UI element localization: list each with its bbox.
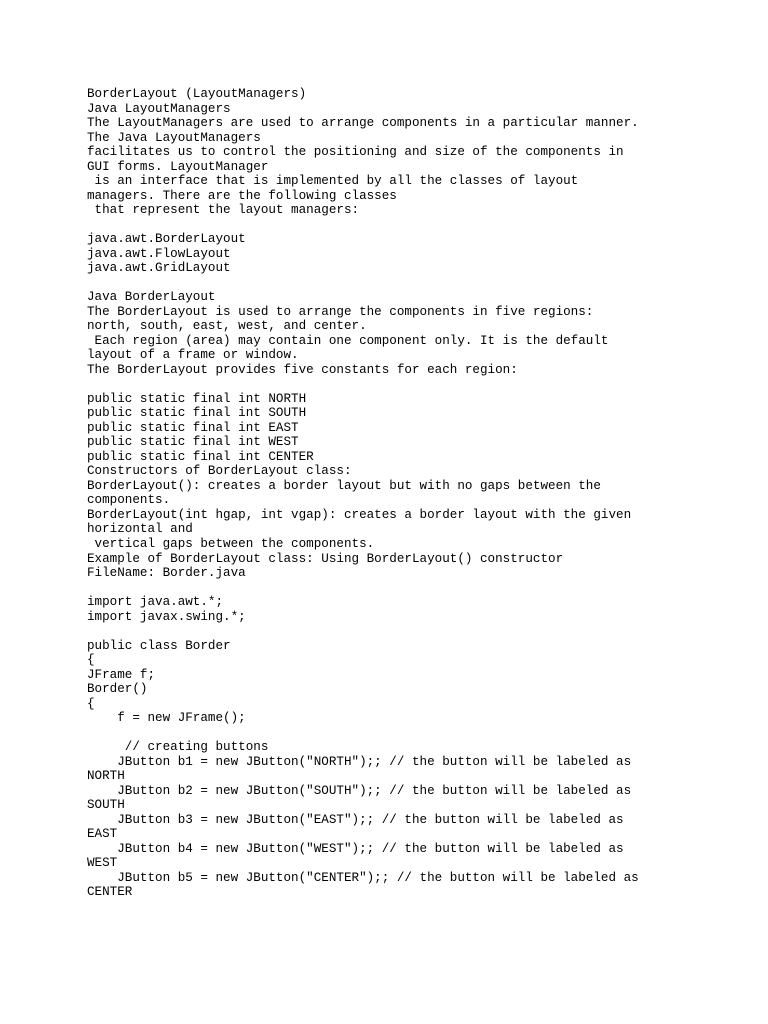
document-line: java.awt.FlowLayout [87,246,231,261]
document-line: WEST [87,856,118,871]
document-line [87,624,727,639]
document-line: import java.awt.*; [87,595,224,610]
document-line: import javax.swing.*; [87,609,246,624]
document-line: that represent the layout managers: [87,203,360,218]
document-line: vertical gaps between the components. [87,536,375,551]
document-line: EAST [87,827,118,842]
document-line [87,377,727,392]
document-line: public static final int CENTER [87,449,314,464]
document-line: java.awt.GridLayout [87,261,231,276]
document-line: Each region (area) may contain one component only. It is the default [87,333,609,348]
document-line: The LayoutManagers are used to arrange components in a particular manner. [87,116,639,131]
document-line: components. [87,493,171,508]
document-line [87,218,727,233]
document-line: BorderLayout(): creates a border layout but with no gaps between the [87,478,601,493]
document-line: { [87,696,95,711]
document-line: The BorderLayout is used to arrange the components in five regions: [87,304,594,319]
document-line: Constructors of BorderLayout class: [87,464,352,479]
document-line: CENTER [87,885,133,900]
document-line [87,581,727,596]
document-line: JButton b5 = new JButton("CENTER");; // the button will be labeled as [87,870,639,885]
document-line: public class Border [87,638,231,653]
document-line: Java BorderLayout [87,290,216,305]
document-line: public static final int EAST [87,420,299,435]
document-line: layout of a frame or window. [87,348,299,363]
document-line: Border() [87,682,148,697]
document-line: BorderLayout(int hgap, int vgap): creates a border layout with the given [87,507,632,522]
document-line: SOUTH [87,798,125,813]
document-line: BorderLayout (LayoutManagers) [87,87,307,101]
document-line: Java LayoutManagers [87,101,231,116]
document-line: { [87,653,95,668]
document-line: public static final int WEST [87,435,299,450]
document-line [87,726,727,741]
document-line: f = new JFrame(); [87,711,246,726]
document-line: Example of BorderLayout class: Using BorderLayout() constructor [87,551,564,566]
document-line: public static final int SOUTH [87,406,307,421]
document-line: // creating buttons [87,740,269,755]
document-line: JFrame f; [87,667,156,682]
document-line: JButton b1 = new JButton("NORTH");; // the button will be labeled as [87,754,632,769]
document-line: north, south, east, west, and center. [87,319,367,334]
document-line: JButton b3 = new JButton("EAST");; // the button will be labeled as [87,812,624,827]
document-line: GUI forms. LayoutManager [87,159,269,174]
document-line [87,276,727,291]
document-line: java.awt.BorderLayout [87,232,246,247]
document-line: The Java LayoutManagers [87,130,261,145]
document-line: managers. There are the following classes [87,188,397,203]
document-line: is an interface that is implemented by all the classes of layout [87,174,579,189]
document-body [87,87,727,900]
document-line: horizontal and [87,522,193,537]
document-line: facilitates us to control the positioning and size of the components in [87,145,624,160]
document-line: FileName: Border.java [87,566,246,581]
document-line: NORTH [87,769,125,784]
document-line: The BorderLayout provides five constants for each region: [87,362,518,377]
document-line: JButton b4 = new JButton("WEST");; // the button will be labeled as [87,841,624,856]
document-line: JButton b2 = new JButton("SOUTH");; // the button will be labeled as [87,783,632,798]
document-line: public static final int NORTH [87,391,307,406]
